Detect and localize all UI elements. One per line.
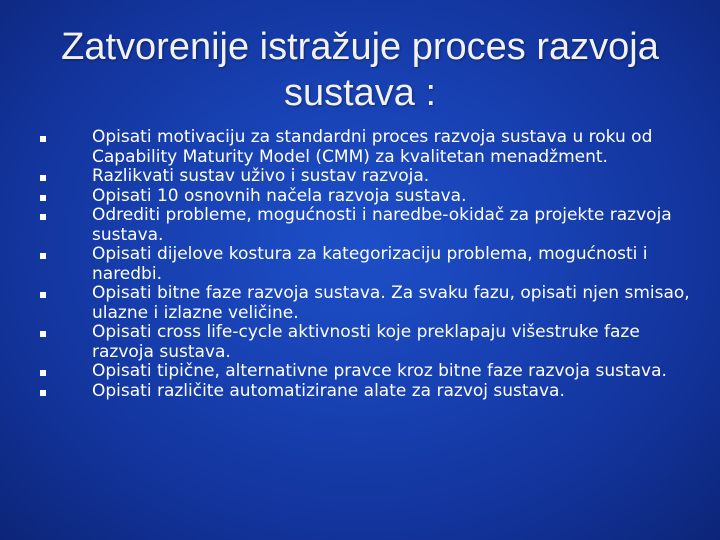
- slide-title: Zatvorenije istražuje proces razvoja sustava :: [61, 26, 659, 114]
- bullet-list: [40, 128, 700, 401]
- list-item: [40, 167, 700, 187]
- list-item-text: Opisati 10 osnovnih načela razvoja sustava.: [92, 185, 467, 206]
- list-item-text: Odrediti probleme, mogućnosti i naredbe-okidač za projekte razvoja sustava.: [92, 205, 672, 245]
- square-bullet-icon: [40, 136, 46, 142]
- list-item: [40, 362, 700, 382]
- square-bullet-icon: [40, 370, 46, 376]
- list-item: [40, 284, 700, 323]
- list-item: [40, 245, 700, 284]
- list-item-text: Opisati različite automatizirane alate za razvoj sustava.: [92, 380, 565, 401]
- list-item: [40, 187, 700, 207]
- square-bullet-icon: [40, 253, 46, 259]
- square-bullet-icon: [40, 195, 46, 201]
- square-bullet-icon: [40, 390, 46, 396]
- list-item-text: Opisati motivaciju za standardni proces razvoja sustava u roku od Capability Maturity Model (CMM) za kvalitetan menadžment.: [92, 127, 653, 167]
- list-item-text: Opisati bitne faze razvoja sustava. Za svaku fazu, opisati njen smisao, ulazne i izlazne veličine.: [92, 283, 690, 323]
- list-item: [40, 128, 700, 167]
- list-item-text: Opisati dijelove kostura za kategorizaciju problema, mogućnosti i naredbi.: [92, 244, 648, 284]
- square-bullet-icon: [40, 292, 46, 298]
- square-bullet-icon: [40, 331, 46, 337]
- list-item: [40, 323, 700, 362]
- list-item-text: Razlikvati sustav uživo i sustav razvoja.: [92, 166, 430, 186]
- square-bullet-icon: [40, 175, 46, 181]
- list-item: [40, 382, 700, 402]
- list-item: [40, 206, 700, 245]
- list-item-text: Opisati cross life-cycle aktivnosti koje preklapaju višestruke faze razvoja sustava.: [92, 322, 640, 362]
- square-bullet-icon: [40, 214, 46, 220]
- list-item-text: Opisati tipične, alternativne pravce kroz bitne faze razvoja sustava.: [92, 361, 667, 381]
